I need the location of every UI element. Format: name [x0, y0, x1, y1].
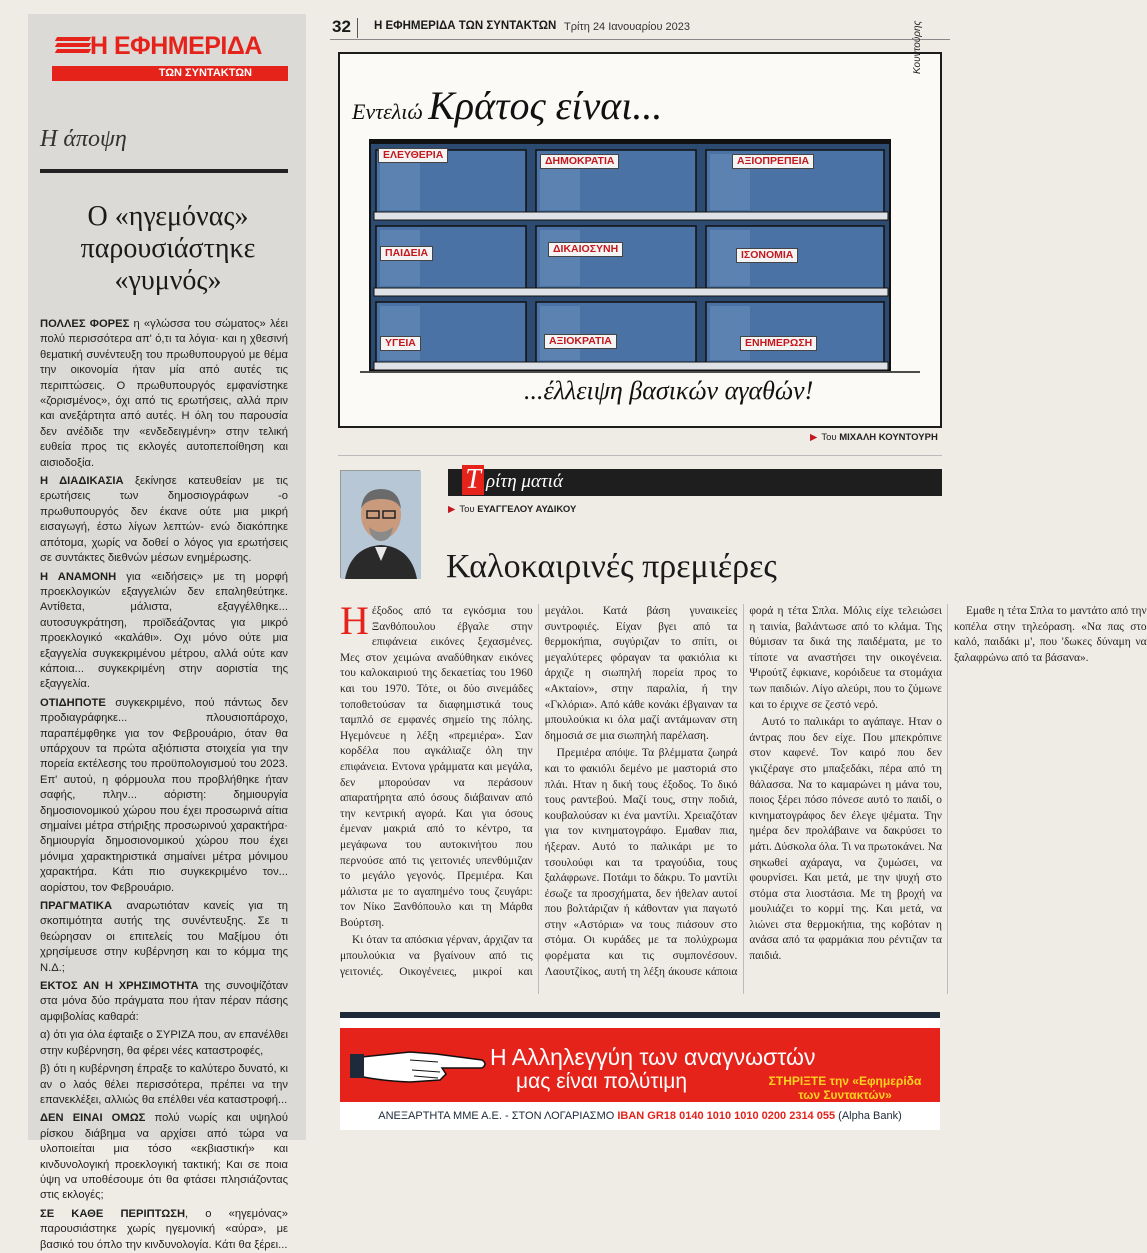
opinion-paragraph: α) ότι για όλα έφταιξε ο ΣΥΡΙΖΑ που, αν επανέλθει στην κυβέρνηση, θα φέρει νέες καταστροφές, [40, 1029, 288, 1057]
triangle-bullet-icon: ▶ [810, 432, 818, 443]
masthead-title: Η ΕΦΗΜΕΡΙΔΑ [90, 32, 262, 60]
shelf-label: ΑΞΙΟΚΡΑΤΙΑ [544, 334, 617, 349]
article-paragraph: Αυτό το παλικάρι το αγάπαγε. Ηταν ο άντρας που δεν είχε. Που μπεκρόπινε στον καφενέ. Τον καιρό που δεν γκιζέραγε στο μπαξεδάκι, πέρα από τη θάλασσα. Να το καμαρώνει η μάνα του, ποιος ξέρει πόσο πόνεσε αυτό το παιδί, ο κινηματογράφος δεν έλεγε ψέματα. Την ημέρα δεν προλάβαινε να δακρύσει το μάτι. Δύσκολα όλα. Τι να πρωτοκάνει. Να σηκωθεί αχάραγα, να ζυμώσει, να φουρνίσει. Και μετά, με την ψυχή στο στόμα στα λιοστάσια. Με τη βροχή να μουλιάζει το κορμί της. Και μετά, να λιώνει στα θερμοκήπια, της κοβόταν η ανάσα από τα φαρμάκια που ρέντιζαν τα παιδιά. [749, 716, 942, 963]
ad-subline: μας είναι πολύτιμη [516, 1070, 688, 1093]
logo-stripes-icon [56, 37, 90, 55]
solidarity-ad [340, 1012, 940, 1130]
shelf-label: ΕΛΕΥΘΕΡΙΑ [378, 148, 448, 163]
column-author: ▶ Του ΕΥΑΓΓΕΛΟΥ ΑΥΔΙΚΟΥ [448, 504, 577, 515]
opinion-body [40, 317, 288, 1253]
shelf-label: ΔΙΚΑΙΟΣΥΝΗ [548, 242, 623, 257]
cartoon-title: Εντελιώ Κράτος είναι... [352, 83, 663, 128]
cartoon-signature: Κουντούρης [912, 20, 923, 74]
opinion-paragraph: ΣΕ ΚΑΘΕ ΠΕΡΙΠΤΩΣΗ, ο «ηγεμόνας» παρουσιάστηκε χωρίς ηγεμονική «αύρα», με βασικό του όπλο την κινδυνολογία. Κάτι θα ξέρει... [40, 1207, 289, 1251]
section-divider [40, 169, 288, 173]
issue-date: Τρίτη 24 Ιανουαρίου 2023 [564, 21, 691, 33]
pointing-hand-icon [350, 1040, 490, 1090]
opinion-paragraph: Η ΑΝΑΜΟΝΗ για «ειδήσεις» με τη μορφή προεκλογικών εξαγγελιών δεν επαληθεύτηκε. Αντίθετα, μάλιστα, εξαγγέλθηκε... αυτοσυγκράτηση, προϊδεάζοντας για μικρό προεκλογικό «καλάθι». Οχι μόνο ούτε μια εξαγγελία συγκεκριμένου μέτρου, αλλά ούτε καν κάποια... συγκεκριμένη στην αοριστία της εξαγγελία. [40, 570, 288, 691]
cartoon-caption: ...έλλειψη βασικών αγαθών! [524, 376, 814, 405]
author-photo [340, 470, 420, 578]
opinion-column [28, 14, 306, 1251]
drop-cap: Η [340, 598, 369, 643]
ad-support-text: ΣΤΗΡΙΞΤΕ την «Εφημερίδα των Συντακτών» [768, 1074, 922, 1102]
column-banner [448, 464, 942, 496]
masthead-subtitle: ΤΩΝ ΣΥΝΤΑΚΤΩΝ [52, 66, 288, 81]
page-header-strip [330, 14, 950, 40]
shelf-label: ΔΗΜΟΚΡΑΤΙΑ [540, 154, 619, 169]
opinion-paragraph: ΔΕΝ ΕΙΝΑΙ ΟΜΩΣ πολύ νωρίς και υψηλού ρίσκου διάβημα να αρχίσει από τώρα να υλοποιείται μια τόσο «εκβιαστική» και κινδυνολογική προεκλογική τακτική; Και σε ποια ύψη να υποθέσουμε ότι θα φτάσει πλησιάζοντας στις εκλογές; [40, 1112, 288, 1202]
article-body [340, 598, 1147, 994]
article-paragraph: Κι όταν τα απόσκια γέρναν, άρχιζαν τα μπουλούκια να βγαίνουν από τις γειτονιές. Οικογένειες, μικροί και μεγάλοι. Κατά βάση γυναικείες συντροφιές. Είχαν βγει από τα θερμοκήπια, συγύριζαν το σπίτι, οι μεγαλύτερες φόραγαν τα φακιόλια κι άρχιζε η σιωπηλή πορεία προς το «Ακταίον», στην παραλία, ή την «Γκλόρια». Από κάθε κονάκι έβγαιναν τα μπουλούκια κι όλα μαζί αντάμωναν στη δημοσιά σε μια σιωπηλή παρέλαση. [340, 605, 738, 978]
ad-headline: Η Αλληλεγγύη των αναγνωστών [490, 1044, 816, 1070]
article-paragraph: Ηέξοδος από τα εγκόσμια του Ξανθόπουλου έβγαλε στην επιφάνεια εικόνες ξεχασμένες. Μες στον χειμώνα αναδύθηκαν εικόνες του καλοκαιριού της δεκαετίας του 1960 και του 1970. Τότε, οι δύο σινεμάδες τοποθετούσαν τα διαφημιστικά τους ταμπλό σε εμφανές σημείο της πόλης. Ηγεμόνευε η λέξη «πρεμιέρα». Σαν κορδέλα που αγκάλιαζε όλη την επιφάνεια. Εντονα γράμματα και μεγάλα, δεν μπορούσαν να περάσουν απαρατήρητα από όσους διάβαιναν από την κεντρική αγορά. Και για όσους έμεναν μακριά από το κέντρο, τα μεγάφωνα του αυτοκινήτου που περνούσε από τις γειτονιές υπενθύμιζαν το μεγάλο γεγονός. Πρεμιέρα. Και μάλιστα με το αγαπημένο τους ζευγάρι: τον Νίκο Ξανθόπουλο και τη Μάρθα Βούρτση. [340, 598, 533, 929]
opinion-paragraph: ΟΤΙΔΗΠΟΤΕ συγκεκριμένο, πού πάντως δεν προδιαγράφηκε... πλουσιοπάροχο, παραπέμφθηκε για τον Φεβρουάριο, όταν θα υπάρχουν τα πρώτα αξιόπιστα στοιχεία για την πορεία εκτέλεσης του προϋπολογισμού του 2023. Επ' αυτού, η φόρμουλα που προβλήθηκε ήταν σαφής, πλην... αόριστη: δημιουργία δημοσιονομικού χώρου που έχει προσωρινά αίτια σημαίνει μέτρα στήριξης προσωρινού χαρακτήρα· δημιουργία δημοσιονομικού χώρου που έχει μόνιμα χαρακτηριστικά σημαίνει μέτρα μόνιμου χαρακτήρα. Κάτι πιο συγκεκριμένο τον... αορίστου, τον Φεβρουάριο. [40, 696, 288, 894]
opinion-paragraph: ΠΟΛΛΕΣ ΦΟΡΕΣ η «γλώσσα του σώματος» λέει πολύ περισσότερα απ' ό,τι τα λόγια· και η χθεσινή θεματική συνέντευξη του πρωθυπουργού με θέμα την οικονομία ήταν μία από αυτές τις περιπτώσεις. Ο πρωθυπουργός εμφανίστηκε «ζορισμένος», όχι από τις ερωτήσεις, αλλά πριν και ανεξάρτητα από αυτές. Η όλη του παρουσία δεν ανέδιδε την «ενδεδειγμένη» στην τελική ευθεία προς τις εκλογές αυτοπεποίθηση και αισιοδοξία. [40, 318, 288, 469]
shelf-label: ΥΓΕΙΑ [380, 336, 421, 351]
paper-name: Η ΕΦΗΜΕΡΙΔΑ ΤΩΝ ΣΥΝΤΑΚΤΩΝ [374, 20, 557, 32]
cartoon-credit: ▶ Του ΜΙΧΑΛΗ ΚΟΥΝΤΟΥΡΗ [810, 432, 938, 443]
article-headline: Καλοκαιρινές πρεμιέρες [446, 548, 777, 585]
opinion-paragraph: Η ΔΙΑΔΙΚΑΣΙΑ ξεκίνησε κατευθείαν με τις ερωτήσεις των δημοσιογράφων -ο πρωθυπουργός δεν έκανε ούτε μια μικρή εισαγωγή, έστω λίγων λεπτών- ενώ διακόπηκε απότομα, χωρίς να δοθεί ο λόγος για ερωτήσεις σε συντάκτες διεθνών μέσων ενημέρωσης. [40, 475, 288, 565]
section-label: Η άποψη [40, 126, 127, 152]
shelf-label: ΠΑΙΔΕΙΑ [380, 246, 433, 261]
column-divider [338, 455, 942, 456]
triangle-bullet-icon: ▶ [448, 504, 456, 515]
shelf-label: ΑΞΙΟΠΡΕΠΕΙΑ [732, 154, 814, 169]
opinion-headline: Ο «ηγεμόνας» παρουσιάστηκε «γυμνός» [80, 201, 256, 296]
opinion-paragraph: ΕΚΤΟΣ ΑΝ Η ΧΡΗΣΙΜΟΤΗΤΑ της συνοψίζόταν στα μόνα δύο πράγματα που ήταν πέραν πάσης αμφιβολίας καθαρά: [40, 980, 288, 1023]
masthead [42, 26, 296, 84]
article-paragraph: Εμαθε η τέτα Σπλα το μαντάτο από την κοπέλα στην τηλεόραση. «Να πας στο καλό, παιδάκι μ', που 'δωκες δύναμη να ξαλαφρώνω από τα βάσανα». [953, 605, 1147, 664]
opinion-paragraph: β) ότι η κυβέρνηση έπραξε το καλύτερο δυνατό, κι αν ο λαός θέλει περισσότερα, πρέπει να την επανεκλέξει, αλλιώς θα επέλθει νέα καταστροφή... [40, 1063, 288, 1106]
page-number: 32 [332, 18, 358, 38]
column-title: ρίτη ματιά [486, 471, 563, 492]
opinion-paragraph: ΠΡΑΓΜΑΤΙΚΑ αναρωτιόταν κανείς για τη σκοπιμότητα αυτής της συνέντευξης. Σε τι θεώρησαν οι επιτελείς του Μαξίμου ότι χρησίμευσε στην κυβέρνηση και το κόμμα της Ν.Δ.; [40, 900, 288, 974]
article-paragraph: Πρεμιέρα απόψε. Τα βλέμματα ζωηρά και το φακιόλι δεμένο με μαστοριά στο πλάι. Ηταν η δική τους έξοδος. Το δικό τους ραντεβού. Μαζί τους, στην ποδιά, κουβαλούσαν κι ένα μαντίλι. Χρειαζόταν για τον κινηματογράφο. Εμαθαν πια, ήξεραν. Αυτό το παλικάρι με το τσουλούφι και τα τραγούδια, τους ξαλάφρωνε. Ποτάμι το δάκρυ. Το μαντίλι έσωζε τα προσχήματα, δεν ήθελαν αυτοί που βολτάριζαν ή κάθονταν για παγωτό στην «Αστόρια» να τους πιάσουν στο στόμα. Οι κυράδες με τα πολύχρωμα φορέματα και τις συμπονέσουν. Λαουτζίκος, αυτή τη λέξη άκουσε κάποια φορά η τέτα Σπλα. Μόλις είχε τελειώσει η ταινία, βαλάντωσε από το κλάμα. Της θύμισαν τα δικά της παιδέματα, με το τίποτε να αναστήσει την οικογένεια. Ψιρούτζ έφκιανε, κορόιδευε τα στομάχια των παιδιών. Λίγο αλεύρι, που το ζύμωνε και το έριχνε σε ζεστό νερό. [544, 605, 942, 978]
column-initial: Τ [462, 465, 484, 495]
shelf-label: ΙΣΟΝΟΜΙΑ [736, 248, 798, 263]
shelf-label: ΕΝΗΜΕΡΩΣΗ [740, 336, 817, 351]
ad-footer: ΑΝΕΞΑΡΤΗΤΑ ΜΜΕ Α.Ε. - ΣΤΟΝ ΛΟΓΑΡΙΑΣΜΟ IBAN GR18 0140 1010 1010 0200 2314 055 (Alpha Bank) [378, 1110, 902, 1122]
